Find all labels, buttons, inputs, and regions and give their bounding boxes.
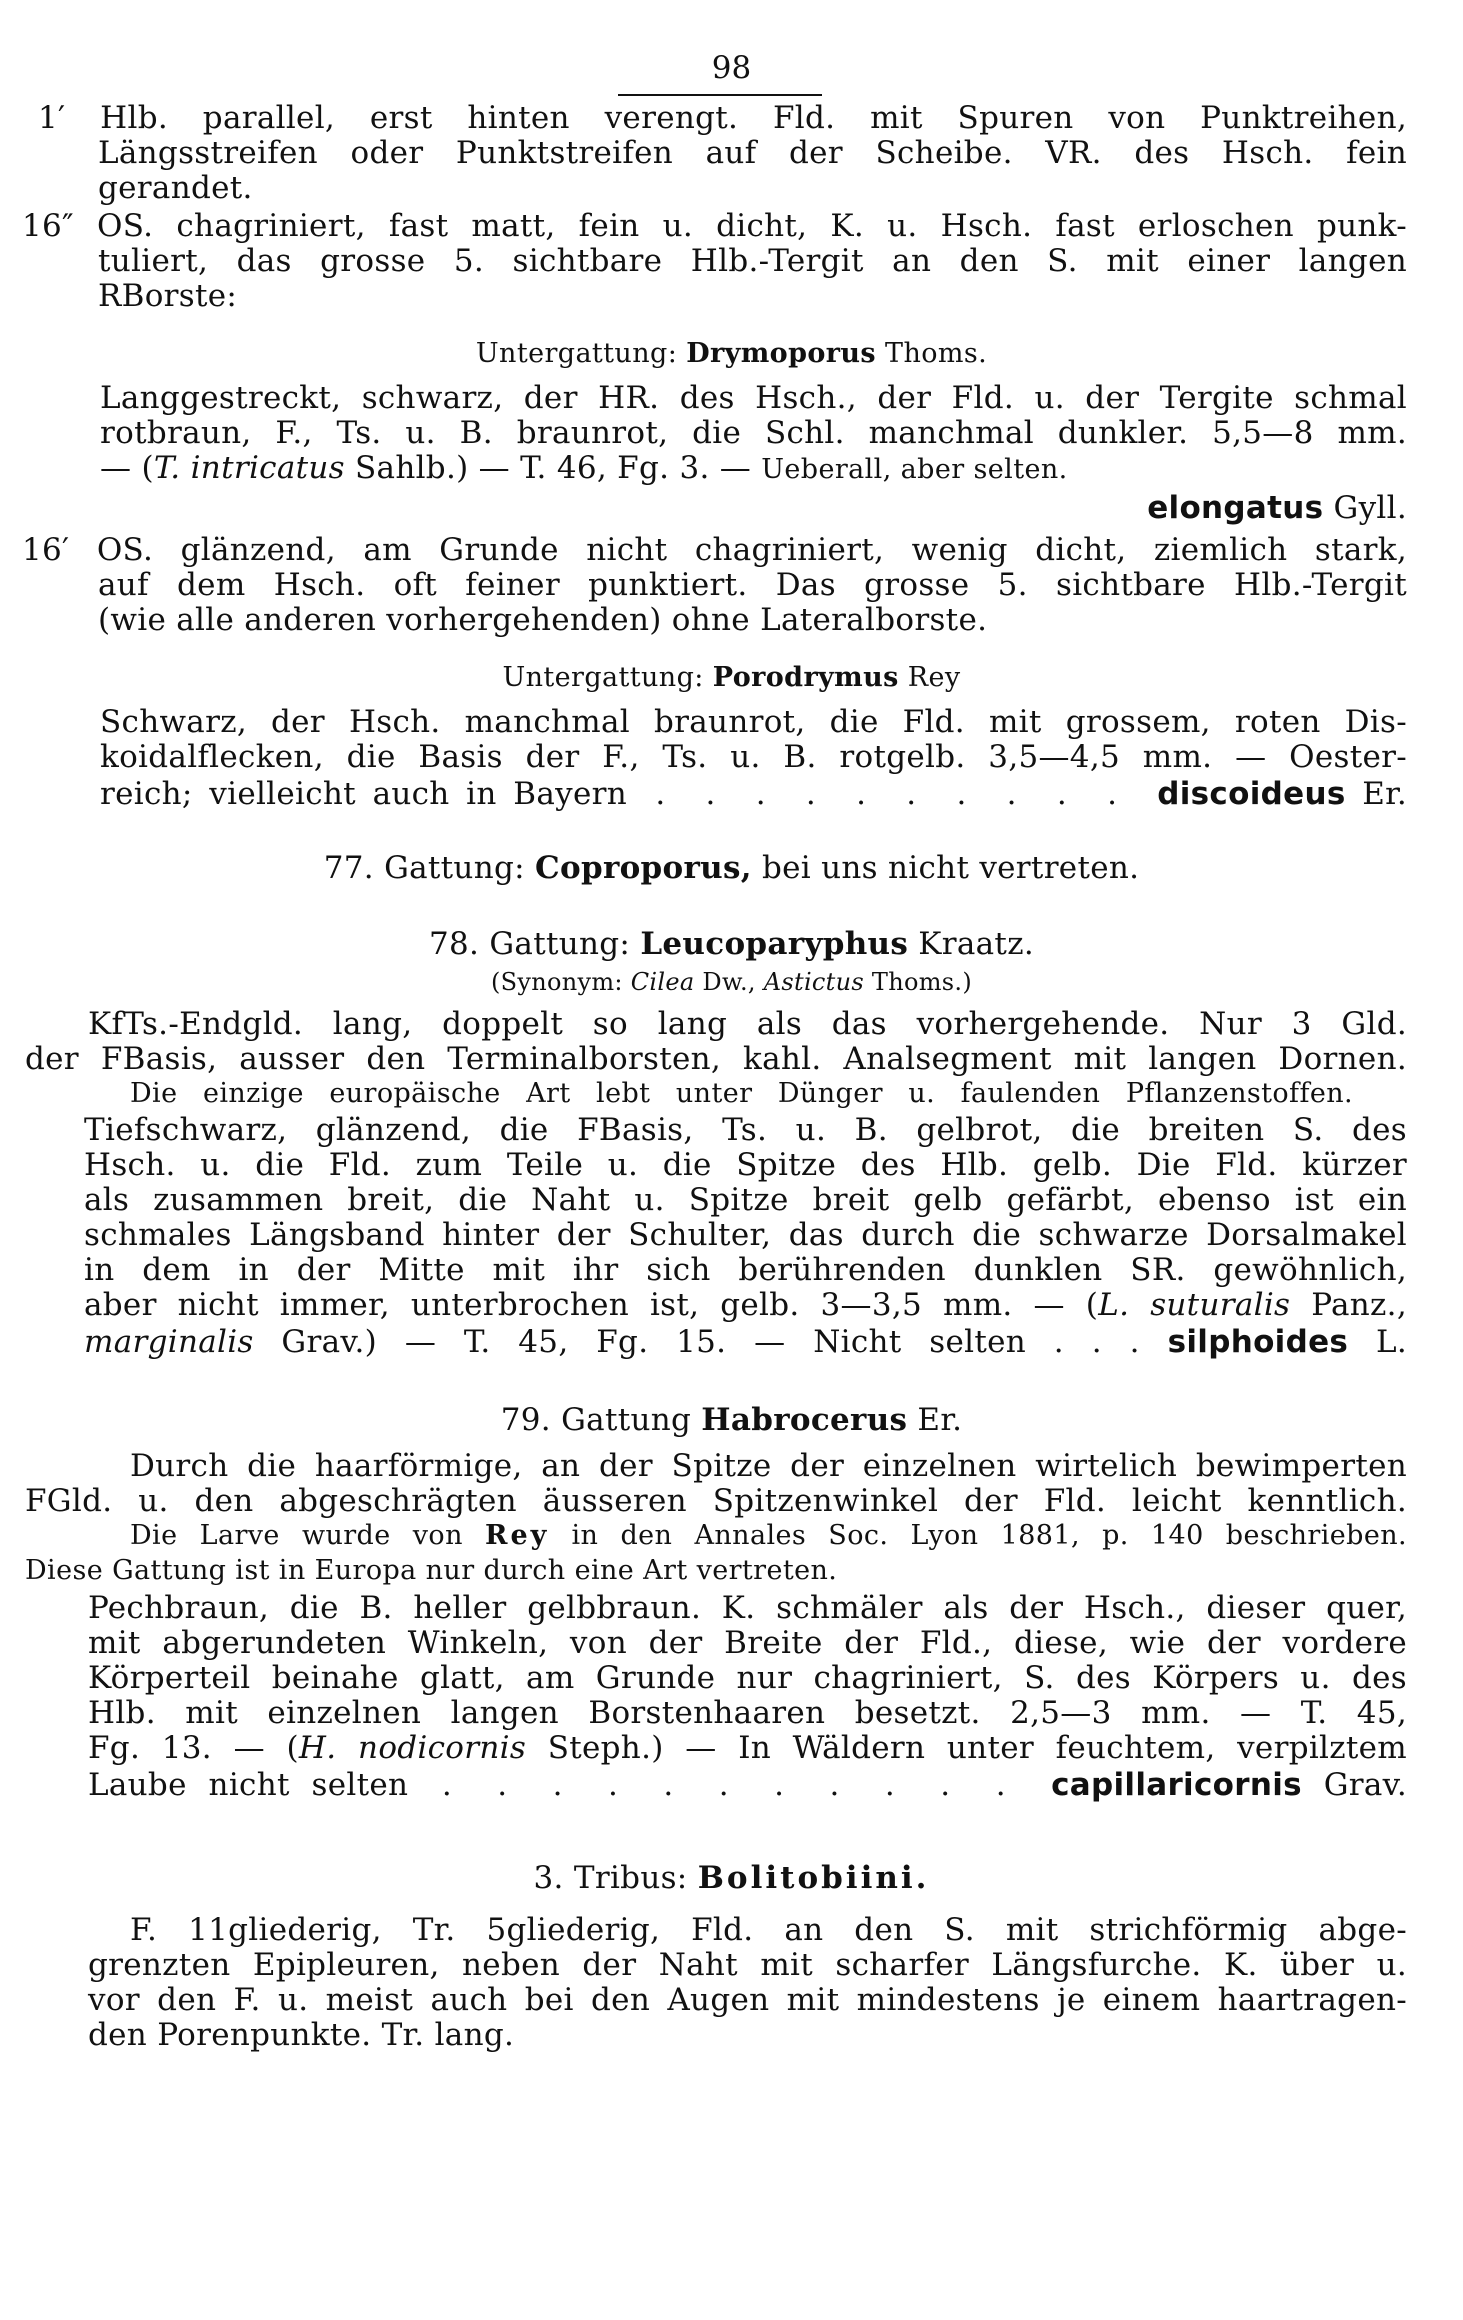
species-line: Laube nicht selten . . . . . . . . . . . capillaricornis Grav.	[88, 1767, 1407, 1803]
tribe-heading: 3. Tribus: Bolitobiini.	[533, 1860, 930, 1896]
text-line: als zusammen breit, die Naht u. Spitze breit gelb gefärbt, ebenso ist ein	[84, 1182, 1407, 1218]
synonym-line: (Synonym: Cilea Dw., Astictus Thoms.)	[490, 968, 972, 996]
text-line: F. 11gliederig, Tr. 5gliederig, Fld. an den S. mit strichförmig abge-	[130, 1912, 1407, 1948]
text-line: FGld. u. den abgeschrägten äusseren Spitzenwinkel der Fld. leicht kenntlich.	[25, 1483, 1407, 1519]
text-line: Diese Gattung ist in Europa nur durch eine Art vertreten.	[25, 1555, 838, 1586]
species-name: elongatus	[1147, 490, 1324, 526]
text-line: aber nicht immer, unterbrochen ist, gelb. 3—3,5 mm. — (L. suturalis Panz.,	[84, 1287, 1407, 1323]
text-line: auf dem Hsch. oft feiner punktiert. Das grosse 5. sichtbare Hlb.-Tergit	[98, 567, 1407, 603]
genus-heading: 79. Gattung Habrocerus Er.	[500, 1402, 963, 1438]
tribe-name: Bolitobiini.	[697, 1860, 930, 1896]
text-line: mit abgerundeten Winkeln, von der Breite der Fld., diese, wie der vordere	[88, 1625, 1407, 1661]
subgenus-heading: Untergattung: Porodrymus Rey	[502, 662, 961, 693]
text-line: — (T. intricatus Sahlb.) — T. 46, Fg. 3. — Ueberall, aber selten.	[100, 450, 1068, 486]
text-line: Körperteil beinahe glatt, am Grunde nur chagriniert, S. des Körpers u. des	[88, 1660, 1407, 1696]
genus-heading: 78. Gattung: Leucoparyphus Kraatz.	[429, 926, 1034, 962]
text-line: gerandet.	[98, 170, 253, 206]
text-line: (wie alle anderen vorhergehenden) ohne Lateralborste.	[98, 602, 988, 638]
text-line: KfTs.-Endgld. lang, doppelt so lang als das vorhergehende. Nur 3 Gld.	[88, 1006, 1407, 1042]
text-line: vor den F. u. meist auch bei den Augen mit mindestens je einem haartragen-	[88, 1982, 1407, 2018]
text-line: in dem in der Mitte mit ihr sich berührenden dunklen SR. gewöhnlich,	[84, 1252, 1407, 1288]
text-line: der FBasis, ausser den Terminalborsten, kahl. Analsegment mit langen Dornen.	[25, 1041, 1407, 1077]
genus-name: Habrocerus	[701, 1402, 908, 1438]
text-line: Schwarz, der Hsch. manchmal braunrot, die Fld. mit grossem, roten Dis-	[100, 704, 1407, 740]
text-line: Langgestreckt, schwarz, der HR. des Hsch., der Fld. u. der Tergite schmal	[100, 380, 1407, 416]
text-line: rotbraun, F., Ts. u. B. braunrot, die Schl. manchmal dunkler. 5,5—8 mm.	[100, 415, 1407, 451]
genus-name: Coproporus,	[535, 850, 752, 886]
text-line: 16″ OS. chagriniert, fast matt, fein u. dicht, K. u. Hsch. fast erloschen punk-	[22, 208, 1407, 244]
text-line: tuliert, das grosse 5. sichtbare Hlb.-Tergit an den S. mit einer langen	[98, 243, 1407, 279]
subgenus-name: Porodrymus	[712, 662, 899, 693]
header-rule	[618, 94, 822, 96]
genus-name: Leucoparyphus	[640, 926, 909, 962]
text-line: den Porenpunkte. Tr. lang.	[88, 2017, 515, 2053]
text-line: Hsch. u. die Fld. zum Teile u. die Spitze des Hlb. gelb. Die Fld. kürzer	[84, 1147, 1407, 1183]
subgenus-heading: Untergattung: Drymoporus Thoms.	[475, 338, 988, 369]
text-line: Fg. 13. — (H. nodicornis Steph.) — In Wäldern unter feuchtem, verpilztem	[88, 1730, 1407, 1766]
text-line: Pechbraun, die B. heller gelbbraun. K. schmäler als der Hsch., dieser quer,	[88, 1590, 1407, 1626]
page-number: 98	[711, 50, 752, 86]
text-line: Tiefschwarz, glänzend, die FBasis, Ts. u. B. gelbrot, die breiten S. des	[84, 1112, 1407, 1148]
text-line: Die Larve wurde von Rey in den Annales Soc. Lyon 1881, p. 140 beschrieben.	[130, 1520, 1407, 1551]
text-line: Durch die haarförmige, an der Spitze der einzelnen wirtelich bewimperten	[130, 1448, 1407, 1484]
text-line: 16′ OS. glänzend, am Grunde nicht chagriniert, wenig dicht, ziemlich stark,	[22, 532, 1407, 568]
genus-heading: 77. Gattung: Coproporus, bei uns nicht vertreten.	[323, 850, 1140, 886]
species-line: reich; vielleicht auch in Bayern . . . . . . . . . . discoideus Er.	[100, 776, 1408, 812]
species-name: capillaricornis	[1051, 1767, 1302, 1803]
text-line: Hlb. mit einzelnen langen Borstenhaaren besetzt. 2,5—3 mm. — T. 45,	[88, 1695, 1407, 1731]
text-line: RBorste:	[98, 278, 238, 314]
subgenus-name: Drymoporus	[686, 338, 877, 369]
text-line: grenzten Epipleuren, neben der Naht mit scharfer Längsfurche. K. über u.	[88, 1947, 1407, 1983]
text-line: schmales Längsband hinter der Schulter, das durch die schwarze Dorsalmakel	[84, 1217, 1407, 1253]
text-line: 1′ Hlb. parallel, erst hinten verengt. Fld. mit Spuren von Punktreihen,	[38, 100, 1407, 136]
species-name: silphoides	[1167, 1324, 1349, 1360]
text-line: Die einzige europäische Art lebt unter Dünger u. faulenden Pflanzenstoffen.	[130, 1078, 1353, 1109]
species-line: elongatus Gyll.	[1147, 490, 1407, 526]
text-line: koidalflecken, die Basis der F., Ts. u. B. rotgelb. 3,5—4,5 mm. — Oester-	[100, 739, 1407, 775]
species-name: discoideus	[1157, 776, 1346, 812]
text-line: Längsstreifen oder Punktstreifen auf der Scheibe. VR. des Hsch. fein	[98, 135, 1407, 171]
species-line: marginalis Grav.) — T. 45, Fg. 15. — Nicht selten . . . silphoides L.	[84, 1324, 1407, 1360]
